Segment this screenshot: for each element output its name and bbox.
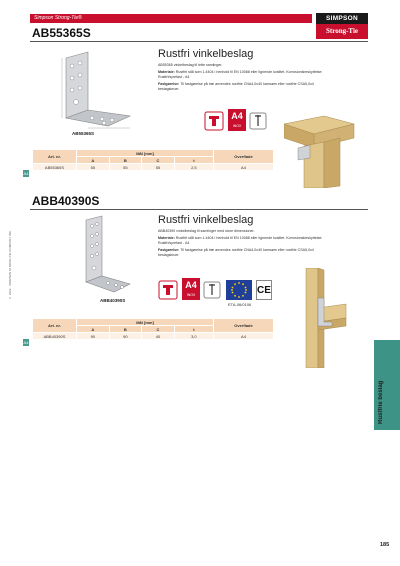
th-a: A (77, 326, 110, 333)
ce-mark-icon (256, 280, 272, 300)
material-1 (158, 70, 326, 80)
rule-icon (158, 280, 178, 300)
th-b: B (109, 157, 142, 164)
nail-icon (249, 112, 267, 130)
fastening-2 (158, 248, 326, 258)
material-text-2: Rustfrit stål som 1.4404 i henhold til EN 10088 eller lignende kvalitet. Korrosionsbeskyttelse: Rustfri/syrefast - A4 (158, 236, 323, 245)
copyright-vertical: © 2022 · SIMPSON STRONG-TIE COMPANY INC. (8, 230, 12, 300)
section-heading-1: Rustfri vinkelbeslag (158, 48, 254, 60)
spec-table-1 (32, 149, 274, 171)
spec-table-2 (32, 318, 274, 340)
intro-2: ABB40390 vinkelbeslag til samlinger med store dimensioner. (158, 229, 255, 233)
th-t: t (174, 157, 213, 164)
th-dims: Mål [mm] (77, 319, 214, 326)
th-c: C (142, 157, 175, 164)
th-c: C (142, 326, 175, 333)
rule-icon (204, 111, 224, 131)
bracket-drawing-1 (58, 48, 138, 130)
cell-art: ABB40390S (33, 333, 77, 340)
description-2 (158, 229, 326, 260)
divider (30, 209, 368, 210)
cell-c: 40 (142, 333, 175, 340)
product-code-2: ABB40390S (32, 194, 100, 208)
badge-main-1: A4 (231, 111, 243, 121)
part-label-1: AB55365S (72, 131, 95, 136)
part-label-2: ABB40390S (100, 298, 126, 303)
material-label-2: Materiale: (158, 236, 175, 240)
table-row (33, 333, 274, 340)
cell-b: 55 (109, 164, 142, 171)
cell-surface: A4 (214, 164, 274, 171)
logo-top: SIMPSON (316, 13, 368, 24)
nail-icon (203, 281, 221, 299)
th-a: A (77, 157, 110, 164)
section-side-label: Rustfrie beslag (378, 380, 384, 424)
installation-image-2 (292, 268, 348, 368)
table-row (33, 164, 274, 171)
fastening-text-1: Til fastgørelse på træ anvendes rustfrie CNA4,0x40 kamsøm eller rustfrie CSA5,0x4 beslagskruer. (158, 82, 314, 91)
header-bar (30, 14, 312, 23)
product-code-1: AB55365S (32, 26, 91, 40)
fastening-label-1: Fastgørelse: (158, 82, 180, 86)
logo-bottom: Strong-Tie (316, 24, 368, 39)
brand-line: Simpson Strong-Tie® (34, 15, 82, 21)
material-text-1: Rustfrit stål som 1.4404 i henhold til EN 10088 eller lignende kvalitet. Korrosionsbeskyttelse: Rustfri/syrefast - A4 (158, 70, 323, 79)
material-2 (158, 236, 326, 246)
th-surface: Overflade (214, 319, 274, 333)
ce-text: CE (257, 285, 271, 296)
divider (30, 41, 368, 42)
badge-sub-2: INOX (186, 293, 196, 297)
simpson-logo (316, 13, 368, 39)
fastening-1 (158, 82, 326, 92)
cell-art: AB55365S (33, 164, 77, 171)
a4-inox-badge-icon (182, 278, 200, 300)
cell-a: 90 (77, 333, 110, 340)
a4-inox-badge-icon (228, 109, 246, 131)
th-t: t (174, 326, 213, 333)
cell-a: 55 (77, 164, 110, 171)
th-b: B (109, 326, 142, 333)
cell-t: 2,5 (174, 164, 213, 171)
page-number: 185 (380, 542, 390, 548)
intro-1: AB55365 vinkelbeslag til lette samlinger. (158, 63, 223, 67)
bracket-drawing-2 (82, 214, 134, 294)
cell-t: 3,0 (174, 333, 213, 340)
th-art: Art. nr. (33, 150, 77, 164)
cell-surface: A4 (214, 333, 274, 340)
installation-image-1 (284, 110, 356, 188)
material-label-1: Materiale: (158, 70, 175, 74)
cell-c: 55 (142, 164, 175, 171)
eta-number: ETA-06/0106 (228, 302, 252, 307)
row-marker-1: A4 (23, 171, 29, 176)
th-surface: Overflade (214, 150, 274, 164)
description-1 (158, 63, 326, 94)
cell-b: 90 (109, 333, 142, 340)
fastening-label-2: Fastgørelse: (158, 248, 180, 252)
section-heading-2: Rustfri vinkelbeslag (158, 214, 254, 226)
th-dims: Mål [mm] (77, 150, 214, 157)
badge-main-2: A4 (185, 280, 197, 290)
th-art: Art. nr. (33, 319, 77, 333)
eu-flag-icon (226, 280, 252, 300)
row-marker-2: A4 (23, 340, 29, 345)
fastening-text-2: Til fastgørelse på træ anvendes rustfrie CNA4,0x40 kamsøm eller rustfrie CSA5,0x4 beslagskruer. (158, 248, 314, 257)
badge-sub-1: INOX (232, 124, 242, 128)
